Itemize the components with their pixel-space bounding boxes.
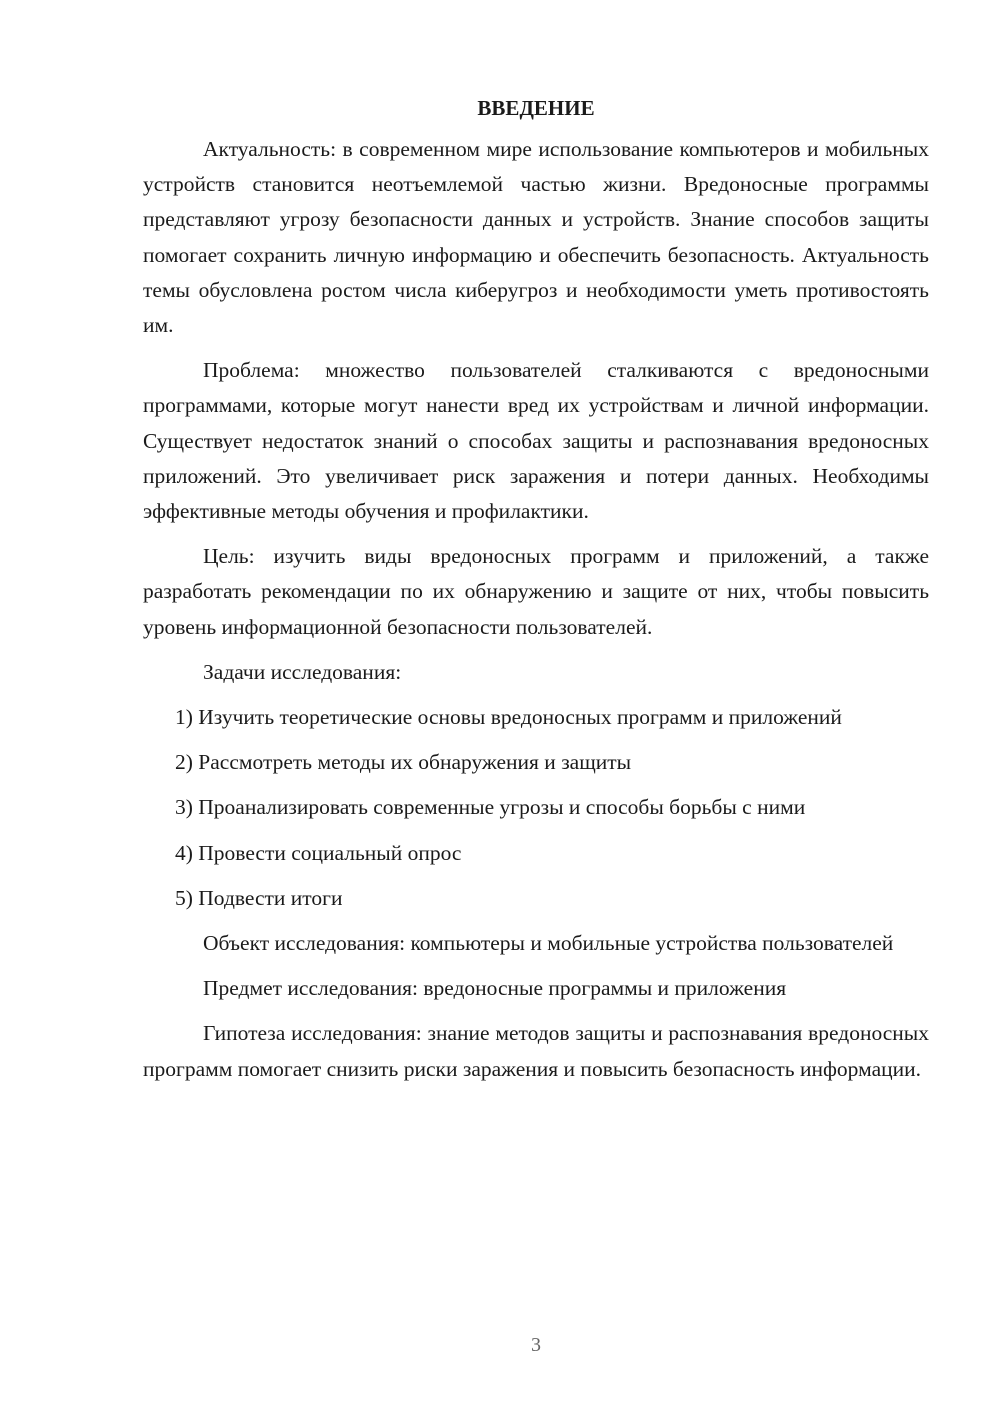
task-item-3: 3) Проанализировать современные угрозы и способы борьбы с ними (175, 795, 806, 820)
task-item-2: 2) Рассмотреть методы их обнаружения и защиты (175, 750, 632, 775)
task-item-1: 1) Изучить теоретические основы вредоносных программ и приложений (175, 705, 842, 730)
problem-paragraph: Проблема: множество пользователей сталкиваются с вредоносными программами, которые могут нанести вред их устройствам и личной информации. Существует недостаток знаний о способах защиты и распознавания вредоносных приложений. Это увеличивает риск заражения и потери данных. Необходимы эффективные методы обучения и профилактики. (143, 358, 929, 524)
task-item-4: 4) Провести социальный опрос (175, 840, 462, 865)
goal-paragraph: Цель: изучить виды вредоносных программ и приложений, а также разработать рекомендации по их обнаружению и защите от них, чтобы повысить уровень информационной безопасности пользователей. (143, 544, 929, 639)
object-paragraph: Объект исследования: компьютеры и мобильные устройства пользователей (203, 931, 894, 956)
tasks-heading: Задачи исследования: (203, 659, 402, 684)
document-page (143, 96, 929, 1097)
hypothesis-paragraph: Гипотеза исследования: знание методов защиты и распознавания вредоносных программ помогает снизить риски заражения и повысить безопасность информации. (143, 1021, 929, 1081)
page-number: 3 (531, 1334, 541, 1356)
task-item-5: 5) Подвести итоги (175, 885, 343, 910)
section-title: ВВЕДЕНИЕ (477, 96, 595, 120)
relevance-paragraph: Актуальность: в современном мире использование компьютеров и мобильных устройств становится неотъемлемой частью жизни. Вредоносные программы представляют угрозу безопасности данных и устройств. Знание способов защиты помогает сохранить личную информацию и обеспечить безопасность. Актуальность темы обусловлена ростом числа киберугроз и необходимости уметь противостоять им. (143, 137, 929, 338)
subject-paragraph: Предмет исследования: вредоносные программы и приложения (203, 976, 787, 1001)
